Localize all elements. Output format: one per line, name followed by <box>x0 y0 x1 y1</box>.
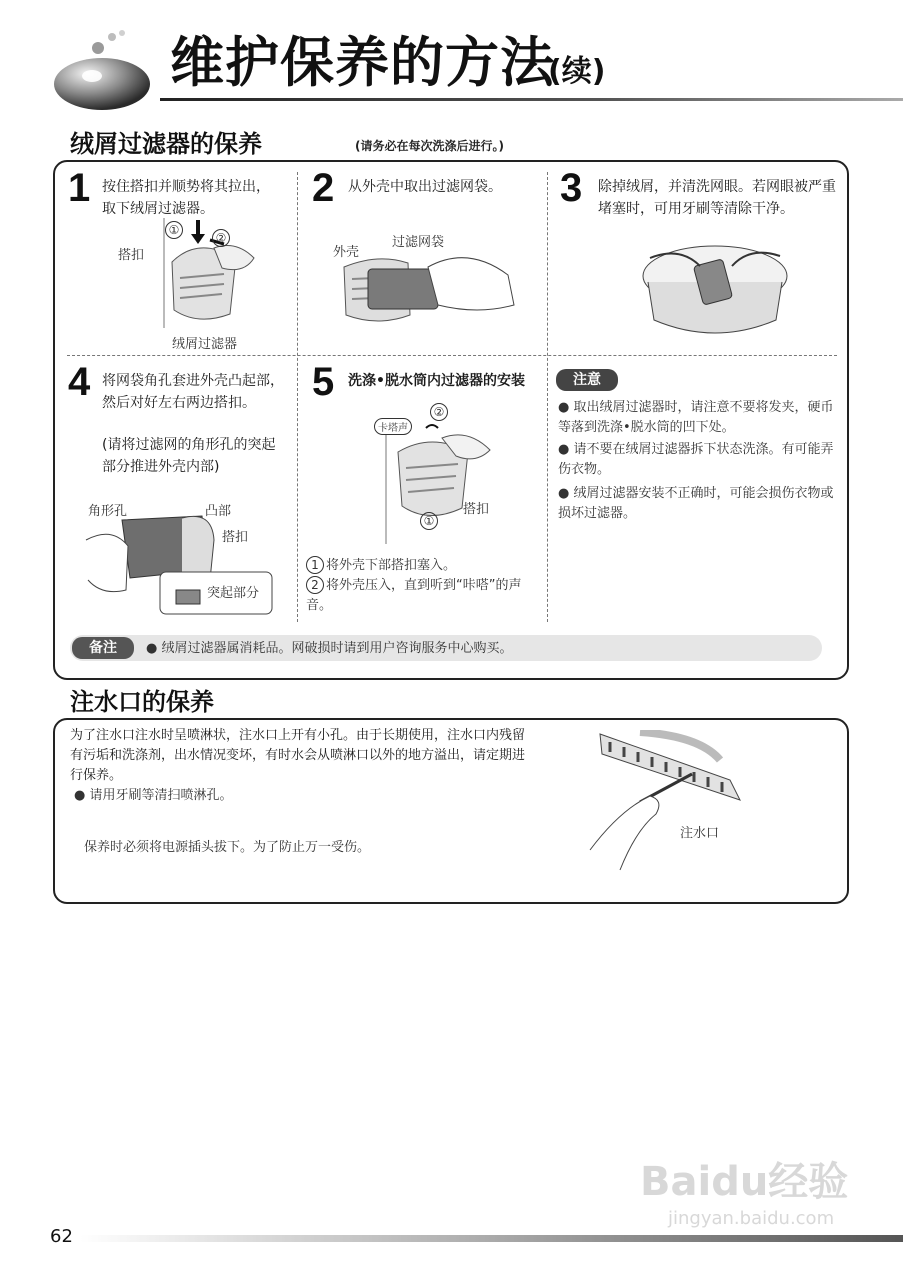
step-5-note-marker: 2 <box>306 576 324 594</box>
caution-item-2: ● 请不要在绒屑过滤器拆下状态洗涤。有可能弄伤衣物。 <box>558 442 834 477</box>
step-5-note-marker: 1 <box>306 556 324 574</box>
step-1-marker-2: ② <box>212 229 232 247</box>
horizontal-divider <box>67 355 837 356</box>
step-5-label-latch: 搭扣 <box>463 502 490 517</box>
step-1-label-latch: 搭扣 <box>118 248 145 263</box>
water-inlet-bullet: ● 请用牙刷等清扫喷淋孔。 <box>74 788 233 803</box>
page-title: 维护保养的方法 <box>170 31 555 94</box>
section-title-lint-filter: 绒屑过滤器的保养 <box>70 130 262 158</box>
step-5-number: 5 <box>312 360 335 404</box>
step-3-number: 3 <box>560 166 583 210</box>
step-4-label-corner-hole: 角形孔 <box>88 504 128 519</box>
vertical-divider <box>297 172 298 622</box>
step-1-number: 1 <box>68 166 91 210</box>
step-2-label-mesh-bag: 过滤网袋 <box>392 235 445 250</box>
memo-text: ● 绒屑过滤器属消耗品。网破损时请到用户咨询服务中心购买。 <box>146 641 513 656</box>
water-inlet-illustration <box>580 730 820 872</box>
caution-badge: 注意 <box>556 369 618 391</box>
watermark-text: Baidu经验 <box>640 1159 849 1205</box>
wash-filter-illustration <box>640 236 790 346</box>
step-3-text: 除掉绒屑，并清洗网眼。若网眼被严重堵塞时，可用牙刷等清除干净。 <box>598 179 836 217</box>
step-1-label-filter: 绒屑过滤器 <box>172 337 238 352</box>
section-title-water-inlet: 注水口的保养 <box>70 688 214 716</box>
step-2-number: 2 <box>312 166 335 210</box>
step-4-text: 将网袋角孔套进外壳凸起部，然后对好左右两边搭扣。 <box>102 373 284 411</box>
page-number: 62 <box>50 1226 73 1247</box>
step-4-label-boss: 凸部 <box>205 504 232 519</box>
step-5-note-2: 2 将外壳压入，直到听到“咔嗒”的声音。 <box>306 578 522 613</box>
caution-item-3: ● 绒屑过滤器安装不正确时，可能会损伤衣物或损坏过滤器。 <box>558 486 834 521</box>
step-5-text: 洗涤•脱水筒内过滤器的安装 <box>348 373 525 389</box>
remove-mesh-bag-illustration <box>338 245 520 327</box>
water-inlet-paragraph: 为了注水口注水时呈喷淋状，注水口上开有小孔。由于长期使用，注水口内残留有污垢和洗涤剂，出水情况变坏，有时水会从喷淋口以外的地方溢出，请定期进行保养。 <box>70 728 526 783</box>
step-4-label-protrusion: 突起部分 <box>207 586 260 601</box>
water-inlet-label: 注水口 <box>680 826 720 841</box>
footer-bar <box>80 1235 903 1242</box>
step-5-marker-1: ① <box>420 512 440 530</box>
header-divider <box>160 98 903 101</box>
step-4-number: 4 <box>68 360 91 404</box>
step-4-subtext: (请将过滤网的角形孔的突起部分推进外壳内部) <box>102 437 276 475</box>
memo-badge: 备注 <box>72 637 134 659</box>
vertical-divider <box>547 172 548 622</box>
step-2-label-shell: 外壳 <box>333 245 360 260</box>
caution-item-1: ● 取出绒屑过滤器时，请注意不要将发夹，硬币等落到洗涤•脱水筒的凹下处。 <box>558 400 834 435</box>
step-5-label-click-sound: 卡塔声 <box>374 418 412 435</box>
watermark-url: jingyan.baidu.com <box>668 1208 835 1229</box>
step-1-text: 按住搭扣并顺势将其拉出，取下绒屑过滤器。 <box>102 179 270 217</box>
page-title-suffix: (续) <box>548 54 606 89</box>
header-logo-icon <box>52 28 162 114</box>
step-2-text: 从外壳中取出过滤网袋。 <box>348 179 502 195</box>
section-note: (请务必在每次洗涤后进行。) <box>355 139 504 153</box>
step-4-label-latch: 搭扣 <box>222 530 249 545</box>
step-5-marker-2: ② <box>430 403 450 421</box>
step-1-marker-1: ① <box>165 221 185 239</box>
step-5-note-1: 1 将外壳下部搭扣塞入。 <box>306 556 536 576</box>
water-inlet-warning: 保养时必须将电源插头拔下。为了防止万一受伤。 <box>84 840 371 855</box>
